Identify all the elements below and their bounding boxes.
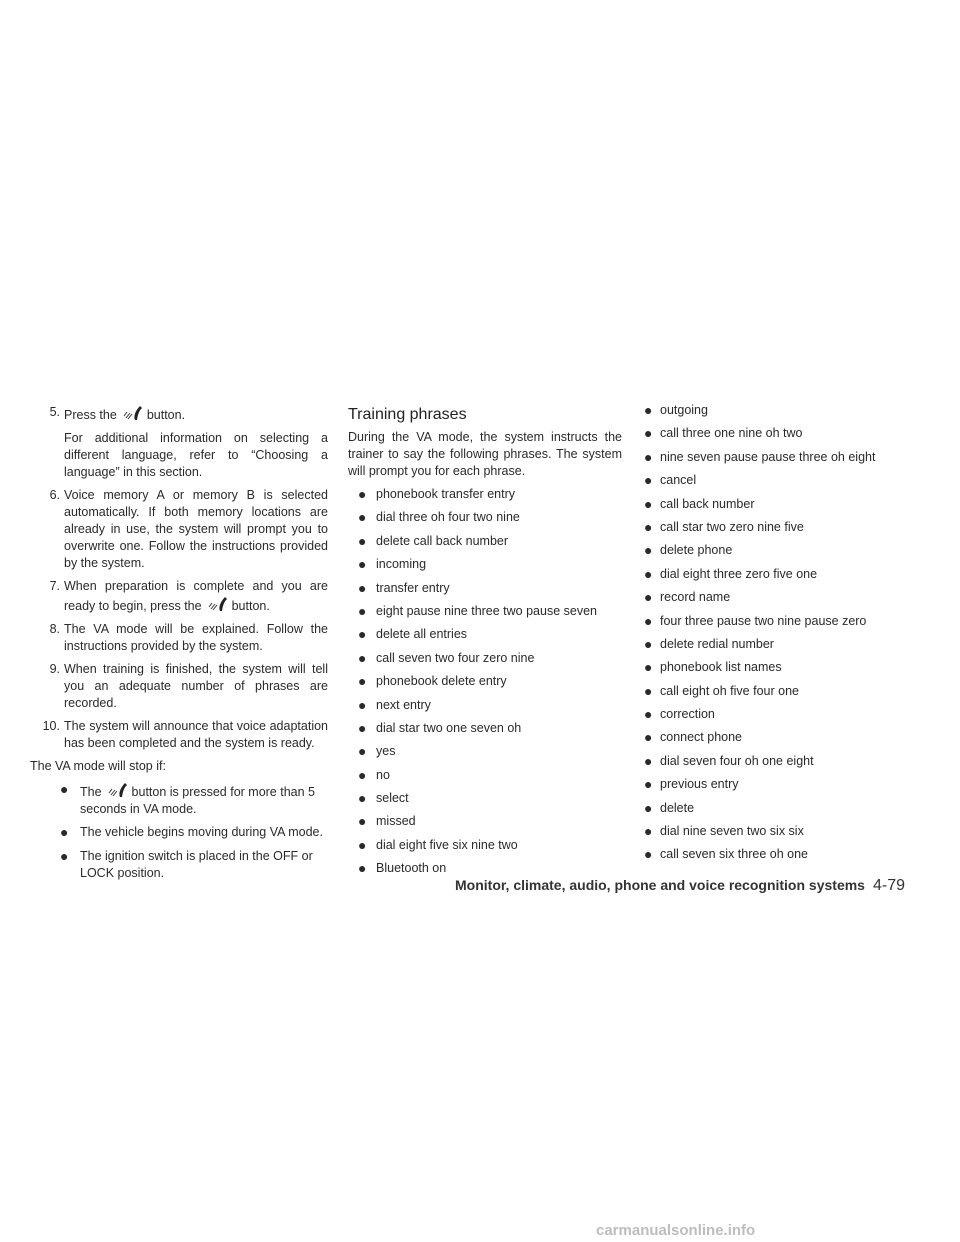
phrase-item	[638, 683, 928, 700]
section-title: Monitor, climate, audio, phone and voice recognition systems	[455, 877, 865, 893]
phrase-item	[638, 846, 928, 863]
phrase-item	[638, 449, 928, 466]
bullet-icon: ●	[644, 495, 653, 512]
column-right	[638, 402, 928, 870]
phrase-text: outgoing	[660, 403, 708, 417]
phrase-text: connect phone	[660, 730, 743, 745]
bullet-icon: ●	[358, 813, 367, 830]
bullet-icon: ●	[644, 659, 653, 676]
phrase-item	[638, 706, 928, 723]
phrase-text: delete all entries	[376, 627, 468, 642]
step-number: 5.	[49, 405, 60, 419]
phrase-item	[638, 753, 928, 770]
phrase-text: call back number	[660, 496, 755, 511]
stop-conditions-intro: The VA mode will stop if:	[30, 759, 166, 773]
phrase-list	[638, 402, 928, 863]
phrase-text: dial star two one seven oh	[376, 720, 522, 735]
phrase-item	[638, 542, 928, 559]
phrase-item	[348, 603, 622, 620]
bullet-icon: ●	[358, 673, 367, 690]
phrase-item	[348, 556, 622, 573]
bullet-icon: ●	[644, 729, 653, 746]
bullet-icon: ●	[644, 518, 653, 535]
phrase-item	[638, 823, 928, 840]
bullet-icon: ●	[358, 836, 367, 853]
bullet-icon: ●	[644, 565, 653, 582]
phrase-item	[348, 486, 622, 503]
step-number: 9.	[49, 662, 60, 676]
phrase-text: next entry	[376, 697, 431, 712]
phrase-text: delete call back number	[376, 533, 509, 548]
phrase-text: dial seven four oh one eight	[660, 753, 814, 768]
step-10: 10. The system will announce that voice adaptation has been completed and the system is ready.	[30, 718, 328, 752]
bullet-icon: ●	[644, 682, 653, 699]
bullet-icon: ●	[358, 743, 367, 760]
phrase-text: correction	[660, 707, 715, 722]
bullet-icon: ●	[358, 556, 367, 573]
bullet-icon: ●	[644, 448, 653, 465]
bullet-icon: ●	[644, 799, 653, 816]
step-5-note: For additional information on selecting a different language, refer to “Choosing a language” in this section.	[64, 431, 328, 479]
step-9: 9. When training is finished, the system will tell you an adequate number of phrases are recorded.	[30, 661, 328, 712]
phrase-item	[348, 626, 622, 643]
step-number: 6.	[49, 488, 60, 502]
phrase-text: cancel	[660, 473, 697, 488]
phrase-text: delete phone	[660, 543, 733, 558]
bullet-icon: ●	[358, 696, 367, 713]
bullet-icon: ●	[60, 824, 69, 841]
phrase-text: delete redial number	[660, 636, 774, 651]
page-number: 4-79	[872, 877, 905, 894]
talk-button-icon	[206, 595, 228, 613]
phrase-text: incoming	[376, 557, 427, 572]
column-left	[30, 404, 328, 888]
phrase-item	[348, 697, 622, 714]
talk-button-icon	[121, 404, 143, 422]
bullet-icon: ●	[358, 579, 367, 596]
phrase-item	[348, 533, 622, 550]
stop-condition-item: ● The ignition switch is placed in the OFF or LOCK position.	[60, 847, 313, 880]
phrase-item	[638, 519, 928, 536]
step-7: 7. When preparation is complete and you are ready to begin, press the button.	[30, 578, 328, 615]
stop-condition-item: ● The button is pressed for more than 5 seconds in VA mode.	[60, 781, 315, 816]
phrase-item	[638, 402, 928, 419]
bullet-icon: ●	[644, 425, 653, 442]
step-number: 10.	[42, 719, 60, 733]
phrase-text: call eight oh five four one	[660, 683, 799, 698]
bullet-icon: ●	[60, 781, 69, 797]
phrase-item	[638, 729, 928, 746]
step-6: 6. Voice memory A or memory B is selected automatically. If both memory locations are already in use, the system will prompt you to overwrite one. Follow the instructions provided by the system.	[30, 487, 328, 572]
phrase-item	[348, 813, 622, 830]
phrase-text: phonebook delete entry	[376, 674, 507, 689]
phrase-item	[638, 425, 928, 442]
phrase-text: transfer entry	[376, 580, 450, 595]
section-intro: During the VA mode, the system instructs the trainer to say the following phrases. The system will prompt you for each phrase.	[348, 430, 622, 478]
bullet-icon: ●	[644, 776, 653, 793]
phrase-text: dial three oh four two nine	[376, 510, 520, 525]
phrase-item	[638, 496, 928, 513]
phrase-text: delete	[660, 800, 695, 815]
phrase-text: phonebook transfer entry	[376, 487, 515, 501]
phrase-item	[638, 776, 928, 793]
bullet-icon: ●	[358, 602, 367, 619]
phrase-item	[348, 650, 622, 667]
section-heading: Training phrases	[348, 406, 467, 423]
phrase-text: call seven two four zero nine	[376, 650, 535, 665]
step-number: 8.	[49, 622, 60, 636]
column-middle	[348, 404, 622, 884]
phrase-text: dial nine seven two six six	[660, 824, 804, 839]
bullet-icon: ●	[358, 649, 367, 666]
phrase-list	[348, 486, 622, 877]
bullet-icon: ●	[358, 509, 367, 526]
phrase-text: call seven six three oh one	[660, 847, 809, 862]
step-5: 5. Press the button.	[30, 404, 328, 424]
phrase-item	[638, 613, 928, 630]
phrase-item	[348, 767, 622, 784]
phrase-item	[638, 659, 928, 676]
bullet-icon: ●	[60, 847, 69, 864]
phrase-item	[638, 800, 928, 817]
bullet-icon: ●	[644, 542, 653, 559]
bullet-icon: ●	[358, 860, 367, 877]
phrase-text: four three pause two nine pause zero	[660, 613, 867, 628]
phrase-item	[348, 580, 622, 597]
phrase-item	[638, 566, 928, 583]
phrase-text: select	[376, 791, 409, 806]
phrase-item	[348, 673, 622, 690]
step-8: 8. The VA mode will be explained. Follow the instructions provided by the system.	[30, 621, 328, 655]
phrase-item	[348, 509, 622, 526]
stop-condition-item: ● The vehicle begins moving during VA mode.	[60, 824, 323, 841]
phrase-item	[348, 860, 622, 877]
phrase-text: eight pause nine three two pause seven	[376, 603, 597, 618]
phrase-item	[348, 743, 622, 760]
phrase-text: missed	[376, 814, 416, 829]
bullet-icon: ●	[358, 766, 367, 783]
bullet-icon: ●	[358, 626, 367, 643]
bullet-icon: ●	[358, 532, 367, 549]
phrase-text: dial eight five six nine two	[376, 837, 518, 852]
phrase-text: previous entry	[660, 777, 739, 792]
bullet-icon: ●	[644, 612, 653, 629]
bullet-icon: ●	[358, 790, 367, 807]
phrase-text: yes	[376, 744, 396, 759]
bullet-icon: ●	[644, 846, 653, 863]
bullet-icon: ●	[358, 719, 367, 736]
bullet-icon: ●	[644, 402, 653, 418]
step-number: 7.	[49, 579, 60, 593]
bullet-icon: ●	[644, 706, 653, 723]
phrase-text: no	[376, 767, 390, 782]
bullet-icon: ●	[644, 589, 653, 606]
bullet-icon: ●	[644, 823, 653, 840]
bullet-icon: ●	[644, 635, 653, 652]
phrase-item	[638, 472, 928, 489]
phrase-text: nine seven pause pause three oh eight	[660, 449, 876, 464]
phrase-text: call star two zero nine five	[660, 519, 804, 534]
phrase-text: dial eight three zero five one	[660, 566, 818, 581]
talk-button-icon	[106, 781, 128, 799]
bullet-icon: ●	[644, 752, 653, 769]
page-footer	[455, 877, 905, 895]
phrase-text: record name	[660, 590, 731, 605]
phrase-text: Bluetooth on	[376, 861, 447, 876]
bullet-icon: ●	[644, 472, 653, 489]
phrase-item	[348, 837, 622, 854]
watermark: carmanualsonline.info	[596, 1222, 756, 1239]
phrase-item	[348, 790, 622, 807]
phrase-text: phonebook list names	[660, 660, 782, 675]
phrase-item	[638, 636, 928, 653]
bullet-icon: ●	[358, 486, 367, 502]
phrase-item	[348, 720, 622, 737]
phrase-item	[638, 589, 928, 606]
phrase-text: call three one nine oh two	[660, 426, 803, 441]
